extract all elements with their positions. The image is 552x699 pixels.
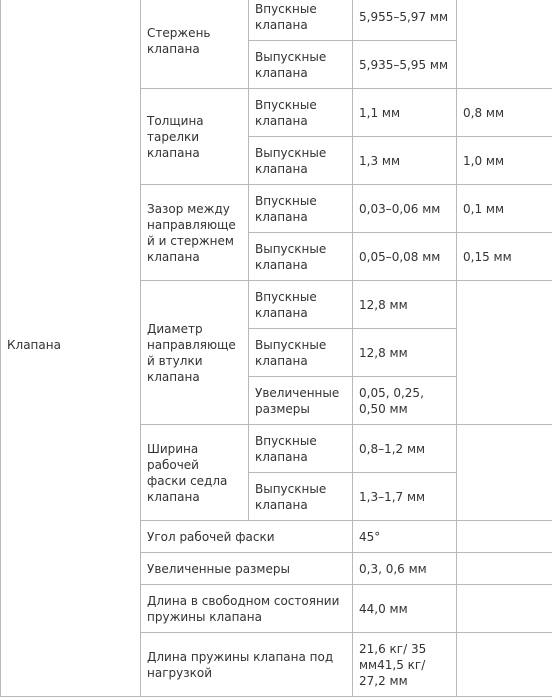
value-cell: 1,3–1,7 мм [353,473,457,521]
row-label-clearance: Зазор между направляющей и стержнем клапана [141,185,249,281]
row-label-oversize: Увеличенные размеры [141,553,353,585]
value-cell: 0,05, 0,25, 0,50 мм [353,377,457,425]
value-cell: 45° [353,521,457,553]
sub-label: Увеличенные размеры [249,377,353,425]
value-cell: 12,8 мм [353,281,457,329]
value-cell: 0,05–0,08 мм [353,233,457,281]
sub-label: Выпускные клапана [249,329,353,377]
row-label-head: Толщина тарелки клапана [141,89,249,185]
row-label-stem: Стержень клапана [141,0,249,89]
limit-cell: 0,8 мм [457,89,552,137]
value-cell: 1,1 мм [353,89,457,137]
limit-cell: 0,1 мм [457,185,552,233]
value-cell: 0,3, 0,6 мм [353,553,457,585]
row-label-seat: Ширина рабочей фаски седла клапана [141,425,249,521]
value-cell: 12,8 мм [353,329,457,377]
sub-label: Впускные клапана [249,281,353,329]
sub-label: Выпускные клапана [249,41,353,89]
sub-label: Впускные клапана [249,89,353,137]
sub-label: Впускные клапана [249,185,353,233]
limit-cell: 1,0 мм [457,137,552,185]
value-cell: 0,03–0,06 мм [353,185,457,233]
sub-label: Впускные клапана [249,0,353,41]
row-label-load-length: Длина пружины клапана под нагрузкой [141,633,353,697]
value-cell: 21,6 кг/ 35 мм41,5 кг/ 27,2 мм [353,633,457,697]
sub-label: Выпускные клапана [249,473,353,521]
value-cell: 5,955–5,97 мм [353,0,457,41]
empty-cell [457,0,552,89]
empty-cell [457,553,552,585]
row-label-guide: Диаметр направляющей втулки клапана [141,281,249,425]
value-cell: 5,935–5,95 мм [353,41,457,89]
empty-cell [457,633,552,697]
value-cell: 1,3 мм [353,137,457,185]
empty-cell [457,521,552,553]
section-label: Клапана [1,0,141,697]
row-label-angle: Угол рабочей фаски [141,521,353,553]
sub-label: Впускные клапана [249,425,353,473]
sub-label: Выпускные клапана [249,233,353,281]
row-label-free-length: Длина в свободном состоянии пружины клапана [141,585,353,633]
empty-cell [457,281,552,425]
value-cell: 44,0 мм [353,585,457,633]
empty-cell [457,585,552,633]
table-row [1,0,552,41]
value-cell: 0,8–1,2 мм [353,425,457,473]
limit-cell: 0,15 мм [457,233,552,281]
sub-label: Выпускные клапана [249,137,353,185]
empty-cell [457,425,552,521]
